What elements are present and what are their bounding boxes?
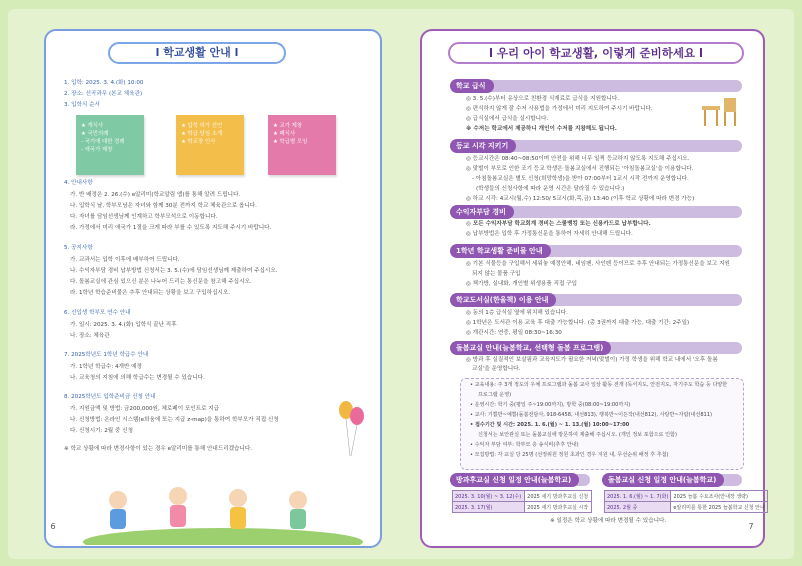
supplies-line: 되지 않는 물품 구입: [472, 271, 521, 277]
table-cell: 2025 새기 방과후교실 신청: [525, 491, 592, 502]
s5-head: 5. 공지사항: [64, 245, 93, 251]
s4-line: 나. 입학식 날, 학부모님은 자녀와 함께 30분 전까지 학교 체육관으로 옵니다.: [70, 203, 257, 209]
sticky-note-2: [176, 115, 244, 175]
right-page-title: l 우리 아이 학교생활, 이렇게 준비하세요 l: [448, 42, 744, 64]
lunch-line: ◎ 3. 5.(수)부터 유상으로 친환경 식재료로 급식을 지원합니다.: [466, 96, 620, 102]
section-heading: 등교 시각 지키기: [450, 139, 516, 153]
s5-line: 나. 수익자부담 경비 납부방법 신청서는 3. 5.(수)에 담임선생님께 제출하여 주십시오.: [70, 268, 278, 274]
arrival-line: ◎ 하교 시각: 4교시(월,수) 12:50/ 5교시(화,목,금) 13:40 (이후 학교 상황에 따라 변경 가능): [466, 196, 695, 202]
care-detail: • 교육내용: 주 3개 정도의 우체 프로그램과 돌봄 교사 일상 활동 전개 (독서지도, 안전지도, 자기주도 학습 등 다양한: [470, 382, 728, 388]
note-line: ★ 개식사: [81, 123, 104, 129]
sticky-note-1: [76, 115, 144, 175]
table-cell: 2025. 2월 중: [605, 502, 671, 513]
s8-head: 8. 2025학년도 입학준비금 신청 안내: [64, 394, 156, 400]
s8-line: 다. 신청시기: 2월 중 신청: [70, 428, 133, 434]
section-heading: 돌봄교실 안내(늘봄학교, 선택형 돌봄 프로그램): [450, 341, 611, 355]
afterschool-schedule-head: [452, 474, 590, 486]
s5-line: 라. 1학년 학습준비물은 추후 안내되는 상황을 보고 구입하십시오.: [70, 290, 231, 296]
arrival-line: (학생들의 신청사항에 따라 운영 시간은 달라질 수 있습니다.): [476, 186, 625, 192]
s6-head: 6. 신입생 학부모 연수 안내: [64, 310, 131, 316]
table-cell: 2025. 1. 6.(월) ~ 1. 7(화): [605, 491, 671, 502]
library-line: ◎ 1학년은 도서관 이용 교육 후 대출 가능합니다. (총 3권까지 대출 가능, 대출 기간: 2주일): [466, 320, 690, 326]
s5-line: 다. 돌봄교실에 관심 있으신 분은 나누어 드리는 통신문을 참고해 주십시오.: [70, 279, 252, 285]
right-page-number: 7: [745, 521, 757, 533]
table-row: [453, 491, 592, 502]
s7-line: 가. 1학년 학급수: 4개반 예정: [70, 364, 142, 370]
library-line: ◎ 개관시간: 연중, 평일 08:30~16:30: [466, 330, 562, 336]
table-cell: 2025. 3. 10(월) ~ 3. 12(수): [453, 491, 525, 502]
balloons-icon: [336, 398, 366, 458]
s8-line: 나. 신청방법: 온라인 시스템(e희움에 또는 지급 z-map)을 통하여 학부모가 직접 신청: [70, 417, 279, 423]
care-detail: • 운영시간: 학기 중(평일 주~19:00까지), 방학 중(08:00~19:00까지): [470, 402, 631, 408]
s7-head: 7. 2025학년도 1학년 학급수 안내: [64, 352, 149, 358]
left-page-number: 6: [47, 521, 59, 533]
child-body: [290, 509, 306, 529]
note-line: - 국기에 대한 경례: [81, 139, 125, 145]
fees-line: ◎ 납부방법은 입학 후 가정통신문을 통하여 자세히 안내해 드립니다.: [466, 231, 633, 237]
section-care: [452, 342, 742, 354]
s7-line: 나. 교육청의 지침에 의해 학급수는 변경될 수 있습니다.: [70, 375, 205, 381]
item-order: 3. 입학식 순서: [64, 102, 100, 108]
care-detail: 프로그램 운영): [478, 392, 512, 398]
section-heading: 1학년 학교생활 준비물 안내: [450, 244, 551, 258]
table-row: [605, 491, 768, 502]
s8-line: 가. 지원금액 및 방법: 금200,000원, 체로페이 포인트로 지급: [70, 406, 220, 412]
care-detail: 신청서는 보안관실 또는 돌봄교실에 방문하여 제출해 주십시오. (개인 정보 포함으로 인함): [478, 432, 677, 438]
lunch-line: ◎ 급식실에서 급식을 실시합니다.: [466, 116, 549, 122]
table-cell: 2025. 3. 17(월): [453, 502, 525, 513]
arrival-line: ◎ 등교시간은 08:40~08:50이며 안전을 위해 너무 일찍 등교하지 않도록 지도해 주십시오.: [466, 156, 690, 162]
section-lunch: [452, 80, 742, 92]
supplies-line: ◎ 책가방, 실내화, 개인별 위생용품 직접 구입: [466, 281, 577, 287]
note-line: ★ 학급별 모임: [273, 139, 308, 145]
lunch-line: ※ 수저는 학교에서 제공하니 개인이 수저를 지참해도 됩니다.: [466, 126, 617, 132]
care-detail: • 교사: 기쁨반~예쁨(돌봄전담사, 918-6458, 내선813), 행복반~이든작(내선812), 사랑반~자람(내선811): [470, 412, 713, 418]
table-row: [605, 502, 768, 513]
child-head: [289, 491, 307, 509]
section-heading: 학교도서실(한울책) 이용 안내: [450, 293, 556, 307]
desk-chair-icon: [700, 94, 738, 130]
child-body: [230, 507, 246, 529]
table-cell: 2025 새기 방과후교실 시작: [525, 502, 592, 513]
section-heading: 수익자부담 경비: [450, 205, 514, 219]
note-line: - 애국가 제창: [81, 147, 113, 153]
child-head: [169, 487, 187, 505]
table-cell: e알리미를 통한 2025 늘봄학교 신청 안내: [671, 502, 767, 513]
section-arrival: [452, 140, 742, 152]
note-line: ★ 교가 제창: [273, 123, 303, 129]
note-line: ★ 학교장 인사: [181, 139, 216, 145]
left-page-title: l 학교생활 안내 l: [108, 42, 286, 64]
supplies-line: ◎ 기본 식물등을 구입해서 세워놓 예정안해, 네임펜, 사인펜 등이므로 추후 안내되는 가정통신문을 보고 지원: [466, 261, 730, 267]
library-line: ◎ 동의 1층 급식실 옆에 위치해 있습니다.: [466, 310, 568, 316]
child-body: [110, 509, 126, 529]
care-detail: • 수익자 부담 여부: 학부모 층 송식비(추후 안내): [470, 442, 579, 448]
note-line: ★ 폐식사: [273, 131, 296, 137]
right-footer-note: ※ 일정은 학교 상황에 따라 변경될 수 있습니다.: [550, 518, 667, 524]
care-line: ◎ 방과 후 실질적인 보살핌과 교육지도가 필요한 저녁(맞벌이) 가정 학생을 위해 학교 내에서 '오후 돌봄: [466, 357, 718, 363]
arrival-line: ◎ 맞벌이 부모로 인한 조기 등교 학생은 돌봄교실에서 진행되는 '아침돌봄교실'을 이용합니다.: [466, 166, 694, 172]
lunch-line: ◎ 편식하지 않게 잘 수저 사용법을 가정에서 미리 지도하여 주시기 바랍니다.: [466, 106, 653, 112]
s6-line: 가. 일시: 2025. 3. 4.(화) 입학식 끝난 직후: [70, 322, 177, 328]
care-line: 교실'을 운영합니다.: [472, 366, 521, 372]
s4-head: 4. 안내사항: [64, 180, 93, 186]
fees-line: ◎ 모든 수익자부담 학교회계 경비는 스쿨뱅킹 또는 신용카드로 납부합니다.: [466, 221, 651, 227]
child-body: [170, 505, 186, 527]
section-supplies: [452, 245, 742, 257]
care-detail: • 모집방법: 각 교실 당 25명 (선정위원 정원 초과인 경우 지원 내, 무선순위 배정 후 추첨): [470, 452, 669, 458]
note-line: ★ 학급 담임 소개: [181, 131, 223, 137]
table-row: [453, 502, 592, 513]
s4-line: 가. 반 배정은 2. 26.(수) e알리미(학교알림 앱)를 통해 알려 드립니다.: [70, 192, 241, 198]
children-illustration: [78, 460, 368, 545]
care-schedule-table: [604, 490, 768, 513]
s4-line: 다. 자녀를 담임선생님께 인계하고 학부모석으로 이동합니다.: [70, 214, 218, 220]
item-place: 2. 장소: 선곡과무 (본교 체육관): [64, 91, 143, 97]
table-cell: 2025 늘봄 수요조사(안내장 생략): [671, 491, 767, 502]
grass-hill: [83, 528, 363, 545]
s5-line: 가. 교과서는 입학 이후에 배부하여 드립니다.: [70, 257, 180, 263]
s6-line: 나. 장소: 체육관: [70, 333, 110, 339]
note-line: ★ 국민의례: [81, 131, 109, 137]
child-head: [229, 489, 247, 507]
care-schedule-head: [604, 474, 742, 486]
child-head: [109, 491, 127, 509]
section-heading: 학교 급식: [450, 79, 494, 93]
sticky-note-3: [268, 115, 336, 175]
s4-line: 라. 가정에서 미리 애국가 1절을 크게 따라 부를 수 있도록 지도해 주시기 바랍니다.: [70, 225, 272, 231]
left-footer-note: ※ 학교 상황에 따라 변경사항이 있는 경우 e알리미를 통해 안내드리겠습니다.: [64, 446, 253, 452]
section-library: [452, 294, 742, 306]
item-date: 1. 입학: 2025. 3. 4.(화) 10:00: [64, 80, 144, 86]
arrival-line: - 아침돌봄교실은 별도 신청(희망학생)을 받아 07:00부터 1교시 시작 전까지 운영합니다.: [472, 176, 689, 182]
afterschool-schedule-table: [452, 490, 592, 513]
section-heading: 방과후교실 신청 일정 안내(늘봄학교): [450, 473, 579, 487]
section-fees: [452, 206, 742, 218]
care-detail: • 접수기간 및 시간: 2025. 1. 6.(월) ~ 1. 13.(월) 10:00~17:00: [470, 422, 630, 428]
note-line: ★ 입학 허가 선언: [181, 123, 223, 129]
section-heading: 돌봄교실 신청 일정 안내(늘봄학교): [602, 473, 724, 487]
